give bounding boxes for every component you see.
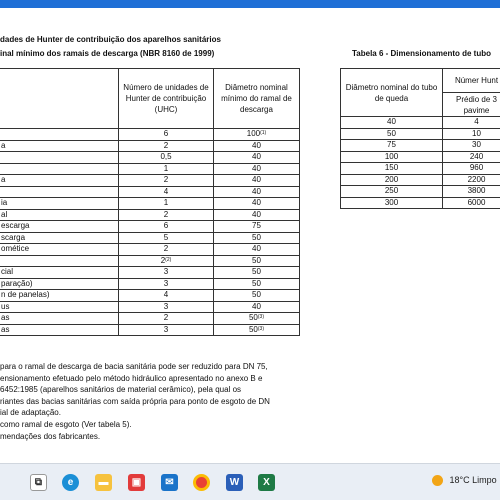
uhc-value: 2 xyxy=(163,209,169,219)
note-line: ensionamento efetuado pelo método hidráulico apresentado no anexo B e xyxy=(0,373,263,383)
device-name-cell: us xyxy=(0,301,119,313)
device-name-cell: paração) xyxy=(0,278,119,290)
uhc-value: 2 xyxy=(163,140,169,150)
dn-cell xyxy=(214,301,300,313)
hunter-units-cell: 960 xyxy=(443,163,500,175)
uhc-value: 4 xyxy=(163,186,169,196)
table5-row xyxy=(0,255,300,267)
table5-row xyxy=(0,313,300,325)
hunter-units-cell: 10 xyxy=(443,128,500,140)
dn-cell xyxy=(214,198,300,210)
word-icon[interactable]: W xyxy=(226,474,243,491)
weather-widget[interactable] xyxy=(432,475,497,486)
footnote-marker: (2) xyxy=(165,256,172,263)
dn-value: 40 xyxy=(252,198,261,208)
uhc-value: 6 xyxy=(163,221,169,231)
device-name-cell: cial xyxy=(0,267,119,279)
excel-icon[interactable]: X xyxy=(258,474,275,491)
uhc-cell xyxy=(119,129,214,141)
table6-row xyxy=(341,163,500,175)
uhc-value: 5 xyxy=(163,232,169,242)
diameter-cell: 200 xyxy=(341,174,443,186)
table6-title: Tabela 6 - Dimensionamento de tubo xyxy=(352,49,491,58)
sun-icon xyxy=(432,475,443,486)
uhc-value: 3 xyxy=(163,278,169,288)
device-name-cell xyxy=(0,255,119,267)
uhc-value: 3 xyxy=(163,324,169,334)
table5-notes xyxy=(0,361,300,442)
uhc-cell xyxy=(119,324,214,336)
dn-value: 50 xyxy=(252,278,261,288)
uhc-value: 3 xyxy=(163,267,169,277)
device-name-cell xyxy=(0,186,119,198)
uhc-cell xyxy=(119,209,214,221)
uhc-value: 2 xyxy=(163,313,169,323)
uhc-value: 6 xyxy=(163,129,169,139)
note-line: 6452:1985 (aparelhos sanitários de material cerâmico), pela qual os xyxy=(0,385,242,395)
uhc-value: 2 xyxy=(163,175,169,185)
dn-value: 50 xyxy=(252,290,261,300)
uhc-cell xyxy=(119,152,214,164)
mail-icon[interactable]: ✉ xyxy=(161,474,178,491)
footnote-marker: (1) xyxy=(260,130,267,137)
dn-cell xyxy=(214,221,300,233)
device-name-cell: ométice xyxy=(0,244,119,256)
dn-value: 100 xyxy=(246,129,261,139)
dn-value: 40 xyxy=(252,244,261,254)
footnote-marker: (3) xyxy=(257,325,265,332)
dn-cell xyxy=(214,140,300,152)
dn-cell xyxy=(214,232,300,244)
table6-header-diameter: Diâmetro nominal do tubo de queda xyxy=(341,69,443,117)
uhc-value: 4 xyxy=(163,290,169,300)
uhc-cell xyxy=(119,140,214,152)
dn-cell xyxy=(214,152,300,164)
uhc-cell xyxy=(119,255,214,267)
device-name-cell xyxy=(0,152,119,164)
dn-cell xyxy=(214,244,300,256)
table5-row xyxy=(0,244,300,256)
table6-row xyxy=(341,186,500,198)
device-name-cell: as xyxy=(0,324,119,336)
table6-header-hunter: Númer Hunt xyxy=(443,69,500,93)
device-name-cell xyxy=(0,129,119,141)
table6-row xyxy=(341,128,500,140)
dn-cell xyxy=(214,324,300,336)
table5-row xyxy=(0,324,300,336)
table5-header-uhc: Número de unidades de Hunter de contribuição (UHC) xyxy=(119,69,214,129)
diameter-cell: 40 xyxy=(341,117,443,129)
uhc-value: 1 xyxy=(163,198,169,208)
uhc-value: 0,5 xyxy=(160,152,172,162)
uhc-cell xyxy=(119,290,214,302)
dn-value: 50 xyxy=(252,255,261,265)
device-name-cell xyxy=(0,163,119,175)
dn-cell xyxy=(214,129,300,141)
uhc-value: 2 xyxy=(163,244,169,254)
dn-value: 75 xyxy=(252,221,261,231)
dn-value: 50 xyxy=(252,232,261,242)
diameter-cell: 100 xyxy=(341,151,443,163)
dn-value: 40 xyxy=(252,163,261,173)
dn-value: 40 xyxy=(252,175,261,185)
device-name-cell: ia xyxy=(0,198,119,210)
table5-header-dn: Diâmetro nominal mínimo do ramal de descarga xyxy=(214,69,300,129)
hunter-units-cell: 6000 xyxy=(443,197,500,209)
device-name-cell: al xyxy=(0,209,119,221)
hunter-units-cell: 4 xyxy=(443,117,500,129)
dn-value: 40 xyxy=(252,301,261,311)
uhc-cell xyxy=(119,244,214,256)
uhc-cell xyxy=(119,267,214,279)
table5-row xyxy=(0,267,300,279)
taskbar xyxy=(0,463,500,500)
uhc-cell xyxy=(119,232,214,244)
note-line: para o ramal de descarga de bacia sanitária pode ser reduzido para DN 75, xyxy=(0,362,268,371)
dn-cell xyxy=(214,290,300,302)
note-line: mendações dos fabricantes. xyxy=(0,431,101,441)
table6-header-row xyxy=(341,69,500,93)
dn-cell xyxy=(214,175,300,187)
uhc-cell xyxy=(119,313,214,325)
uhc-value: 2 xyxy=(160,255,166,265)
weather-text: Limpo xyxy=(472,475,497,485)
dn-value: 40 xyxy=(252,186,261,196)
table5-row xyxy=(0,175,300,187)
table5 xyxy=(0,68,300,336)
diameter-cell: 50 xyxy=(341,128,443,140)
diameter-cell: 250 xyxy=(341,186,443,198)
dn-value: 40 xyxy=(252,140,261,150)
table6 xyxy=(340,68,500,209)
table5-row xyxy=(0,278,300,290)
file-explorer-icon[interactable]: ▬ xyxy=(95,474,112,491)
uhc-cell xyxy=(119,175,214,187)
dn-value: 50 xyxy=(252,267,261,277)
dn-value: 50 xyxy=(248,324,258,334)
store-icon[interactable]: ▣ xyxy=(128,474,145,491)
hunter-units-cell: 2200 xyxy=(443,174,500,186)
table5-row xyxy=(0,186,300,198)
table6-row xyxy=(341,140,500,152)
hunter-units-cell: 3800 xyxy=(443,186,500,198)
diameter-cell: 75 xyxy=(341,140,443,152)
note-line: como ramal de esgoto (Ver tabela 5). xyxy=(0,419,132,429)
hunter-units-cell: 30 xyxy=(443,140,500,152)
dn-value: 40 xyxy=(252,152,261,162)
uhc-cell xyxy=(119,186,214,198)
uhc-value: 1 xyxy=(163,163,169,173)
table5-title-line1: dades de Hunter de contribuição dos aparelhos sanitários xyxy=(0,35,221,44)
footnote-marker: (3) xyxy=(257,314,265,321)
table5-row xyxy=(0,301,300,313)
temperature: 18°C xyxy=(449,475,470,485)
table5-row xyxy=(0,140,300,152)
hunter-units-cell: 240 xyxy=(443,151,500,163)
dn-cell xyxy=(214,209,300,221)
table5-row xyxy=(0,163,300,175)
note-line: ial de adaptação. xyxy=(0,408,61,418)
table5-title-line2: inal mínimo dos ramais de descarga (NBR 8160 de 1999) xyxy=(0,49,215,58)
dn-cell xyxy=(214,255,300,267)
uhc-cell xyxy=(119,198,214,210)
diameter-cell: 150 xyxy=(341,163,443,175)
uhc-cell xyxy=(119,163,214,175)
dn-value: 40 xyxy=(252,209,261,219)
table5-row xyxy=(0,232,300,244)
task-view-icon[interactable]: ⧉ xyxy=(30,474,47,491)
diameter-cell: 300 xyxy=(341,197,443,209)
table5-header-device xyxy=(0,69,119,129)
dn-cell xyxy=(214,313,300,325)
edge-icon[interactable]: e xyxy=(62,474,79,491)
device-name-cell: a xyxy=(0,140,119,152)
table6-row xyxy=(341,197,500,209)
note-line: riantes das bacias sanitárias com saída própria para ponto de esgoto de DN xyxy=(0,396,270,406)
dn-cell xyxy=(214,186,300,198)
device-name-cell: as xyxy=(0,313,119,325)
uhc-cell xyxy=(119,221,214,233)
table6-row xyxy=(341,117,500,129)
device-name-cell: escarga xyxy=(0,221,119,233)
table6-header-building: Prédio de 3 pavime xyxy=(443,93,500,117)
device-name-cell: n de panelas) xyxy=(0,290,119,302)
dn-cell xyxy=(214,163,300,175)
uhc-cell xyxy=(119,301,214,313)
chrome-icon[interactable] xyxy=(193,474,210,491)
table5-row xyxy=(0,221,300,233)
table5-row xyxy=(0,129,300,141)
window-title-bar xyxy=(0,0,500,8)
dn-cell xyxy=(214,278,300,290)
device-name-cell: a xyxy=(0,175,119,187)
table5-row xyxy=(0,209,300,221)
dn-value: 50 xyxy=(248,313,258,323)
device-name-cell: scarga xyxy=(0,232,119,244)
dn-cell xyxy=(214,267,300,279)
table6-row xyxy=(341,174,500,186)
table5-row xyxy=(0,198,300,210)
uhc-value: 3 xyxy=(163,301,169,311)
table5-row xyxy=(0,152,300,164)
table5-row xyxy=(0,290,300,302)
table6-row xyxy=(341,151,500,163)
table5-header-row xyxy=(0,69,300,129)
uhc-cell xyxy=(119,278,214,290)
